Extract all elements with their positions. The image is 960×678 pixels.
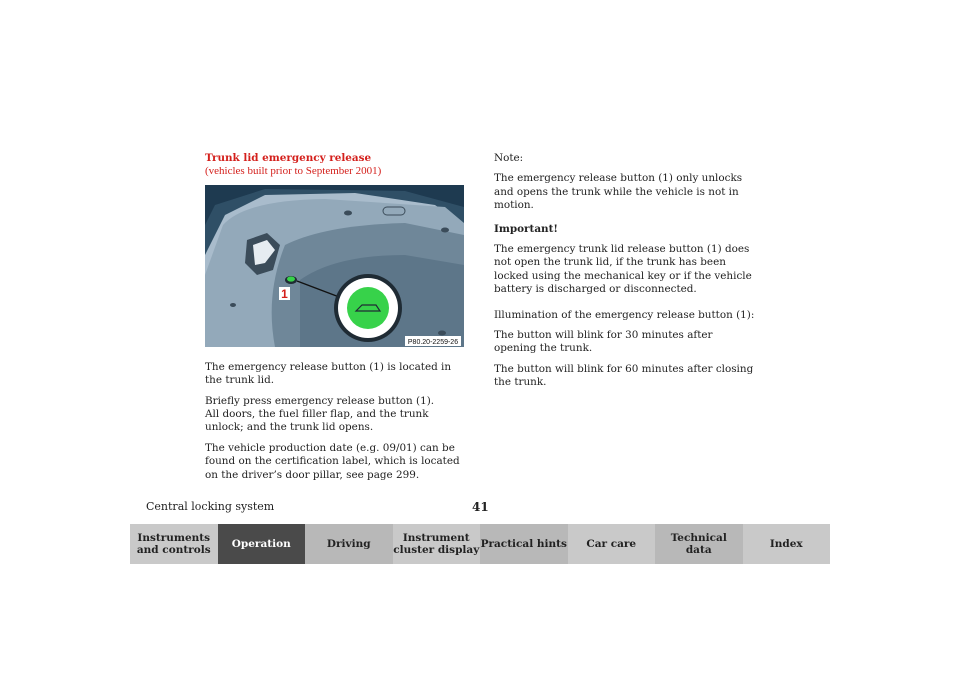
- note-text: The emergency release button (1) only unlocks and opens the trunk while the vehicle is not in motion.: [494, 172, 743, 212]
- figure-callout-1: 1: [281, 286, 288, 301]
- blink-open-text: The button will blink for 30 minutes after opening the trunk.: [494, 329, 713, 355]
- tab-index[interactable]: [743, 524, 831, 564]
- tab-technical-data[interactable]: [655, 524, 743, 564]
- page-number: 41: [472, 500, 489, 514]
- tab-driving[interactable]: [305, 524, 393, 564]
- tab-instrument-cluster-display[interactable]: [393, 524, 481, 564]
- note-label: Note:: [494, 152, 524, 164]
- footer-section-title: Central locking system: [146, 500, 275, 513]
- tab-label: Instrument cluster display: [393, 532, 480, 556]
- paragraph-production-date: The vehicle production date (e.g. 09/01) can be found on the certification label, which is located on the driver’s door pillar, see page 299.: [205, 441, 460, 481]
- section-subheading: (vehicles built prior to September 2001): [205, 165, 382, 178]
- tab-practical-hints[interactable]: [480, 524, 568, 564]
- blink-close-text: The button will blink for 60 minutes after closing the trunk.: [494, 362, 754, 389]
- chapter-nav: [130, 524, 830, 564]
- left-column: [205, 152, 467, 489]
- tab-label: Technical data: [670, 532, 727, 556]
- trunk-lid-figure: [205, 185, 464, 347]
- tab-label: Index: [769, 538, 803, 550]
- tab-label: Car care: [586, 538, 637, 550]
- tab-label: Operation: [231, 538, 291, 550]
- right-column: [494, 152, 756, 397]
- tab-instruments-and-controls[interactable]: [130, 524, 218, 564]
- paragraph-location: The emergency release button (1) is located in the trunk lid.: [205, 360, 452, 387]
- important-label: Important!: [494, 222, 558, 235]
- trunk-lid-illustration: [205, 185, 464, 347]
- tab-car-care[interactable]: [568, 524, 656, 564]
- section-heading: Trunk lid emergency release: [205, 152, 372, 164]
- tab-label: Driving: [326, 538, 371, 550]
- tab-label: Practical hints: [480, 538, 567, 550]
- important-text: The emergency trunk lid release button (1) does not open the trunk lid, if the trunk has been locked using the mechanical key or if the vehicle battery is discharged or disconnected.: [494, 243, 752, 296]
- figure-code: P80.20-2259-26: [407, 338, 459, 346]
- illumination-label: Illumination of the emergency release button (1):: [494, 308, 755, 321]
- paragraph-press: Briefly press emergency release button (1). All doors, the fuel filler flap, and the trunk unlock; and the trunk lid opens.: [205, 394, 435, 434]
- tab-label: Instruments and controls: [136, 532, 211, 556]
- tab-operation[interactable]: [218, 524, 306, 564]
